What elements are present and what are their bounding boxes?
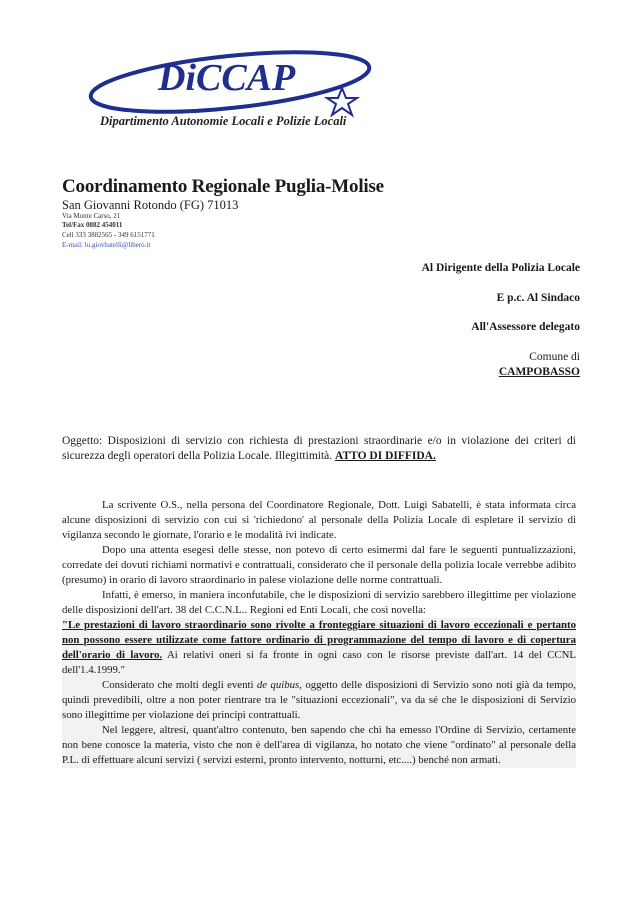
- quote-tail: Ai relativi oneri si fa fronte in ogni caso con le risorse previste dall'art. 14 del CCNL dell'1.4.1999.": [62, 649, 576, 676]
- subject-paragraph: [62, 434, 576, 464]
- coordination-email: E-mail: lu.giovbatelli@libero.it: [62, 241, 151, 249]
- body-paragraph-5: Nel leggere, altresì, quant'altro contenuto, ben sapendo che chi ha emesso l'Ordine di Servizio, certamente non bene conosce la materia, visto che non è dell'area di vigilanza, ho notato che viene "ordinato" al personale della P.L. di effettuare alcuni servizi ( servizi esterni, pronto intervento, notturni, etc....) benché non armati.: [62, 724, 576, 766]
- recipient-line-5: CAMPOBASSO: [498, 366, 580, 378]
- subject-emphasis: ATTO DI DIFFIDA.: [335, 450, 436, 462]
- body-paragraph-2: Dopo una attenta esegesi delle stesse, non potevo di certo esimermi dal fare le seguenti puntualizzazioni, corredate dei dovuti richiami normativi e contrattuali, considerato che il personale della polizia locale verrebbe adibito (presumo) in orario di lavoro straordinario in palese violazione delle norme contrattuali.: [62, 544, 576, 586]
- recipient-line-1: Al Dirigente della Polizia Locale: [421, 262, 580, 274]
- coordination-address: Via Monte Carso, 21: [62, 212, 121, 220]
- logo-text: DiCCAP: [158, 57, 296, 99]
- body-paragraph-3: Infatti, è emerso, in maniera inconfutabile, che le disposizioni di servizio sarebbero illegittime per violazione delle disposizioni dell'art. 38 del C.C.N.L.. Regioni ed Enti Locali, che così novella:: [62, 589, 576, 616]
- letter-body: [62, 498, 576, 768]
- body-paragraph-1: La scrivente O.S., nella persona del Coordinatore Regionale, Dott. Luigi Sabatelli, è stata informata circa alcune disposizioni di servizio con cui si 'richiedono' al personale della Polizia Locale di espletare il servizio di vigilanza secondo le giornate, l'orario e le modalità ivi indicate.: [62, 499, 576, 541]
- coordination-telfax: Tel/Fax 0882 454011: [62, 221, 123, 229]
- contract-quote: [62, 618, 576, 678]
- subject-text: Oggetto: Disposizioni di servizio con richiesta di prestazioni straordinarie e/o in violazione dei criteri di sicurezza degli operatori della Polizia Locale. Illegittimità.: [62, 435, 576, 462]
- recipient-line-4: Comune di: [529, 351, 580, 363]
- recipient-line-3: All'Assessore delegato: [471, 321, 580, 333]
- recipient-line-2: E p.c. Al Sindaco: [496, 292, 580, 304]
- coordination-city: San Giovanni Rotondo (FG) 71013: [62, 198, 239, 212]
- coordination-cell: Cell 333 3882565 - 349 6151771: [62, 231, 155, 239]
- department-name: Dipartimento Autonomie Locali e Polizie Locali: [100, 114, 347, 128]
- p4-start: Considerato che molti degli eventi: [102, 679, 254, 691]
- quote-text: "Le prestazioni di lavoro straordinario sono rivolte a fronteggiare situazioni di lavoro eccezionali e pertanto non possono essere utilizzate come fattore ordinario di programmazione del tempo di lavoro e di copertura dell'orario di lavoro.: [62, 619, 576, 661]
- star-icon: [327, 88, 357, 115]
- p4-end: , oggetto delle disposizioni di Servizio sono noti già da tempo, quindi prevedibili, oltre a non poter rientrare tra le "situazioni eccezionali", va da sé che le disposizioni di Servizio sono illegittime per violazione dei principi contrattuali.: [62, 679, 576, 721]
- body-paragraph-4: [62, 678, 576, 723]
- coordination-title: Coordinamento Regionale Puglia-Molise: [62, 176, 384, 197]
- p4-italic: de quibus: [256, 679, 300, 691]
